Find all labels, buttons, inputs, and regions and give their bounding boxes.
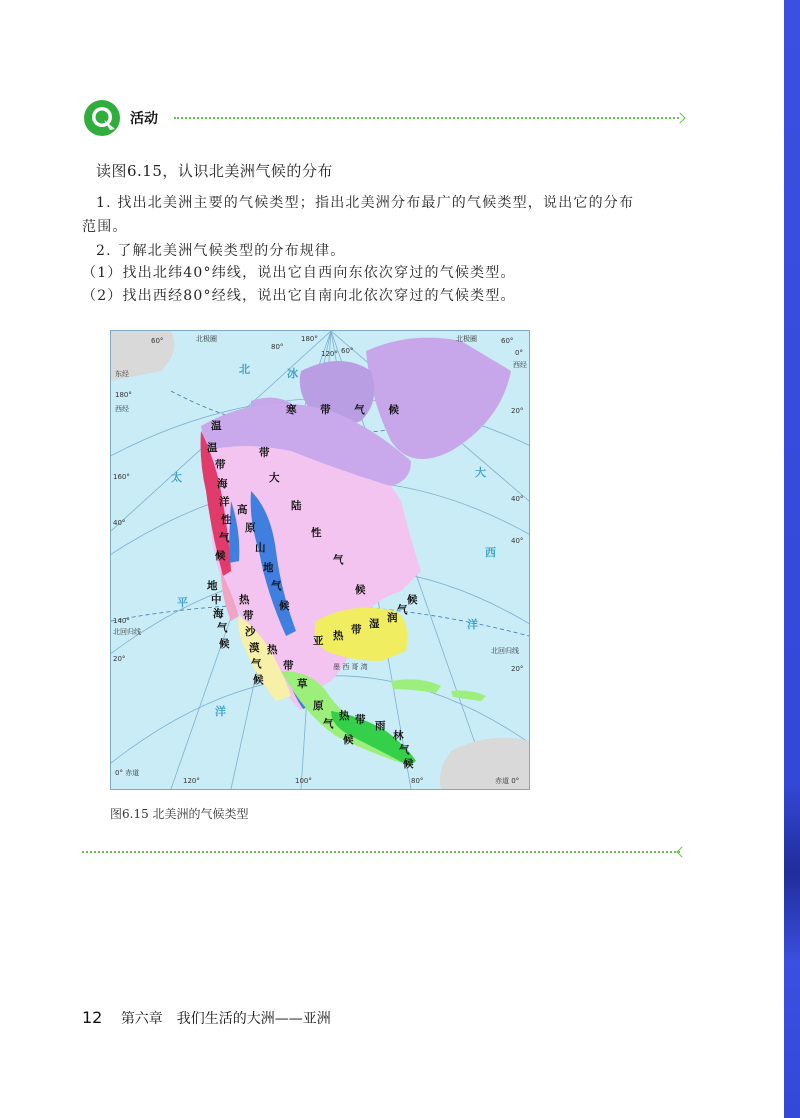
svg-text:气: 气 xyxy=(251,658,262,670)
svg-text:带: 带 xyxy=(215,459,226,471)
svg-text:西经: 西经 xyxy=(513,361,527,369)
question-1-line-1: 1. 找出北美洲主要的气候类型；指出北美洲分布最广的气候类型，说出它的分布 xyxy=(96,195,635,211)
svg-text:原: 原 xyxy=(245,522,256,534)
svg-text:平: 平 xyxy=(177,596,188,609)
svg-text:性: 性 xyxy=(221,514,232,526)
svg-text:候: 候 xyxy=(215,550,226,562)
page-edge-strip xyxy=(784,0,800,1118)
svg-text:候: 候 xyxy=(355,584,366,596)
svg-text:180°: 180° xyxy=(301,335,318,343)
svg-text:180°: 180° xyxy=(115,391,132,399)
svg-text:林: 林 xyxy=(393,730,404,742)
svg-text:0° 赤道: 0° 赤道 xyxy=(115,769,140,777)
svg-text:带: 带 xyxy=(259,447,270,459)
svg-text:墨 西 哥 湾: 墨 西 哥 湾 xyxy=(333,663,368,671)
svg-text:60°: 60° xyxy=(341,347,354,355)
svg-text:漠: 漠 xyxy=(249,642,260,654)
svg-text:气: 气 xyxy=(217,622,228,634)
svg-text:山: 山 xyxy=(255,542,266,554)
svg-text:带: 带 xyxy=(355,714,366,726)
svg-text:20°: 20° xyxy=(511,407,524,415)
question-2-2: （2）找出西经80°经线，说出它自南向北依次穿过的气候类型。 xyxy=(82,288,516,304)
svg-text:海: 海 xyxy=(217,478,228,490)
svg-text:候: 候 xyxy=(253,674,264,686)
svg-text:洋: 洋 xyxy=(219,496,230,508)
svg-text:60°: 60° xyxy=(501,337,514,345)
svg-text:地: 地 xyxy=(263,562,274,574)
page-footer xyxy=(82,1008,331,1028)
svg-text:40°: 40° xyxy=(113,519,126,527)
svg-text:气: 气 xyxy=(219,532,230,544)
svg-text:120°: 120° xyxy=(321,350,338,358)
question-1-line-2: 范围。 xyxy=(82,219,128,235)
svg-text:性: 性 xyxy=(311,527,322,539)
label-tundra: 寒 带 气 候 xyxy=(286,404,409,416)
svg-text:20°: 20° xyxy=(511,665,524,673)
svg-text:大: 大 xyxy=(269,472,280,484)
svg-text:赤道 0°: 赤道 0° xyxy=(495,777,520,785)
svg-text:北极圈: 北极圈 xyxy=(456,335,477,343)
svg-text:热: 热 xyxy=(267,644,278,656)
svg-text:中: 中 xyxy=(211,594,222,606)
svg-text:候: 候 xyxy=(403,758,414,770)
svg-text:北: 北 xyxy=(239,363,250,376)
svg-text:带: 带 xyxy=(283,660,294,672)
svg-text:40°: 40° xyxy=(511,537,524,545)
svg-text:140°: 140° xyxy=(113,617,130,625)
svg-text:气: 气 xyxy=(333,554,344,566)
question-2-1: （1）找出北纬40°纬线，说出它自西向东依次穿过的气候类型。 xyxy=(82,265,516,281)
climate-map-svg xyxy=(111,331,529,789)
svg-text:原: 原 xyxy=(313,700,324,712)
svg-text:地: 地 xyxy=(207,580,218,592)
svg-text:气: 气 xyxy=(323,718,334,730)
svg-text:西: 西 xyxy=(485,546,496,559)
svg-text:候: 候 xyxy=(407,594,418,606)
activity-title: 活动 xyxy=(130,111,158,127)
svg-text:太: 太 xyxy=(171,471,182,484)
svg-text:热: 热 xyxy=(333,630,344,642)
figure-caption: 图6.15 北美洲的气候类型 xyxy=(110,807,249,821)
svg-text:北极圈: 北极圈 xyxy=(196,335,217,343)
svg-text:湿: 湿 xyxy=(369,618,380,630)
activity-icon xyxy=(82,98,124,138)
svg-text:带: 带 xyxy=(243,610,254,622)
svg-text:候: 候 xyxy=(219,638,230,650)
svg-text:40°: 40° xyxy=(511,495,524,503)
svg-text:雨: 雨 xyxy=(375,720,386,732)
svg-text:洋: 洋 xyxy=(215,705,226,718)
question-2: 2. 了解北美洲气候类型的分布规律。 xyxy=(96,243,346,259)
page-number: 12 xyxy=(82,1008,103,1027)
svg-text:气: 气 xyxy=(271,580,282,592)
svg-text:100°: 100° xyxy=(295,777,312,785)
climate-map xyxy=(110,330,530,790)
svg-text:大: 大 xyxy=(475,466,486,479)
svg-text:60°: 60° xyxy=(151,337,164,345)
svg-text:北回归线: 北回归线 xyxy=(113,628,141,636)
svg-text:候: 候 xyxy=(343,734,354,746)
bottom-divider-arrow xyxy=(676,846,687,857)
svg-text:沙: 沙 xyxy=(245,626,256,638)
svg-text:气: 气 xyxy=(399,744,410,756)
svg-text:草: 草 xyxy=(297,678,308,690)
svg-text:冰: 冰 xyxy=(287,367,298,380)
svg-text:候: 候 xyxy=(279,600,290,612)
svg-text:160°: 160° xyxy=(113,473,130,481)
chapter-title: 第六章 我们生活的大洲——亚洲 xyxy=(120,1011,331,1027)
svg-text:温: 温 xyxy=(211,420,222,432)
svg-text:陆: 陆 xyxy=(291,500,302,512)
svg-text:海: 海 xyxy=(213,608,224,620)
activity-heading: 读图6.15，认识北美洲气候的分布 xyxy=(96,162,333,180)
svg-text:气: 气 xyxy=(397,604,408,616)
svg-text:西经: 西经 xyxy=(115,405,129,413)
svg-text:润: 润 xyxy=(387,612,398,624)
svg-text:20°: 20° xyxy=(113,655,126,663)
svg-text:东经: 东经 xyxy=(115,370,129,378)
svg-text:0°: 0° xyxy=(515,349,523,357)
svg-text:120°: 120° xyxy=(183,777,200,785)
svg-text:热: 热 xyxy=(239,594,250,606)
svg-text:80°: 80° xyxy=(271,343,284,351)
svg-text:带: 带 xyxy=(351,624,362,636)
svg-text:80°: 80° xyxy=(411,777,424,785)
svg-text:洋: 洋 xyxy=(467,618,478,631)
svg-text:高: 高 xyxy=(237,504,248,516)
svg-text:北回归线: 北回归线 xyxy=(491,647,519,655)
svg-text:热: 热 xyxy=(339,710,350,722)
top-divider xyxy=(174,117,679,119)
svg-text:亚: 亚 xyxy=(313,635,324,647)
svg-text:温: 温 xyxy=(207,442,218,454)
bottom-divider xyxy=(82,851,680,853)
